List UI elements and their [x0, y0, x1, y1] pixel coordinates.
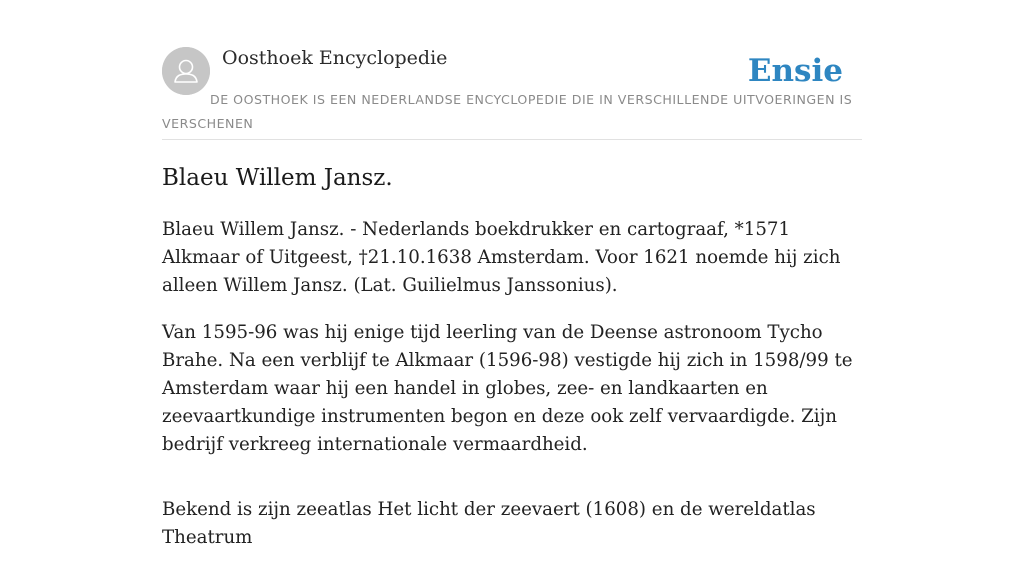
article-paragraph: Bekend is zijn zeeatlas Het licht der zeevaert (1608) en de wereldatlas Theatrum — [162, 499, 816, 548]
brand-logo[interactable]: Ensie — [747, 53, 843, 89]
article-body — [162, 216, 862, 571]
publication-header — [162, 46, 862, 140]
article-paragraph: Van 1595-96 was hij enige tijd leerling van de Deense astronoom Tycho Brahe. Na een verblijf te Alkmaar (1596-98) vestigde hij zich in 1598/99 te Amsterdam waar hij een handel in globes, zee- en landkaarten en zeevaartkundige instrumenten begon en deze ook zelf vervaardigde. Zijn bedrijf verkreeg internationale vermaardheid. — [162, 322, 853, 455]
publication-name[interactable]: Oosthoek Encyclopedie — [222, 47, 448, 69]
article-paragraph: Blaeu Willem Jansz. - Nederlands boekdrukker en cartograaf, *1571 Alkmaar of Uitgeest, †21.10.1638 Amsterdam. Voor 1621 noemde hij zich alleen Willem Jansz. (Lat. Guilielmus Janssonius). — [162, 219, 841, 296]
publication-tagline: DE OOSTHOEK IS EEN NEDERLANDSE ENCYCLOPEDIE DIE IN VERSCHILLENDE UITVOERINGEN IS VERSCHENEN — [162, 92, 853, 131]
article-title: Blaeu Willem Jansz. — [162, 165, 393, 191]
